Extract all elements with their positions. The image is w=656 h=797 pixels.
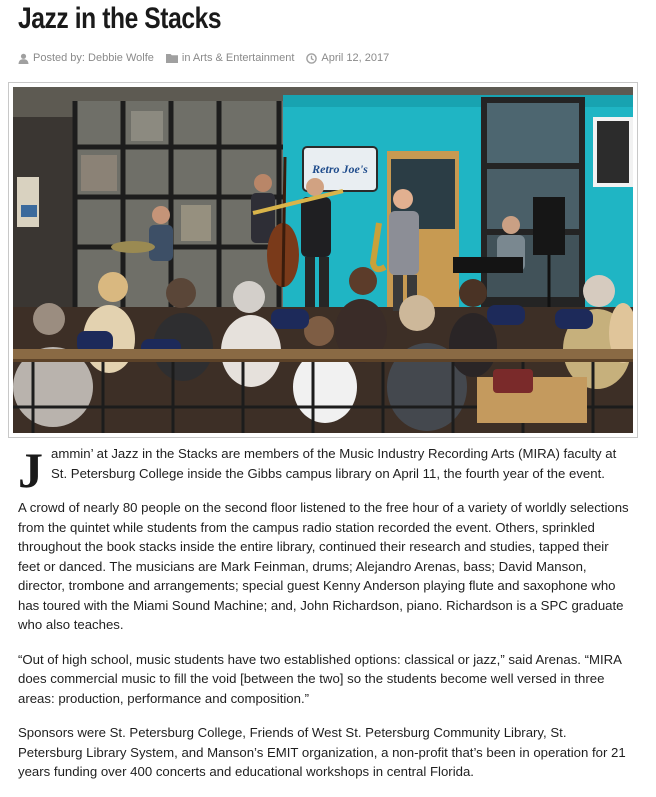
article-body [18,444,634,797]
paragraph-sponsors: Sponsors were St. Petersburg College, Friends of West St. Petersburg Community Library, St. Petersburg Library System, and Manson’s EMIT organization, a non-profit that’s been in operation for 21 years funding over 400 concerts and educational workshops in central Florida. [18,725,626,779]
drop-cap: J [18,442,43,498]
category-meta [166,52,295,64]
category-link[interactable]: in Arts & Entertainment [181,52,295,64]
paragraph-crowd: A crowd of nearly 80 people on the second floor listened to the free hour of a variety of worldly selections from the quintet while students from the campus radio station recorded the event. Others, sprinkled throughout the book stacks inside the entire library, continued their research and studies, tapped their feet or danced. The musicians are Mark Feinman, drums; Alejandro Arenas, bass; David Manson, director, trombone and arrangements; special guest Kenny Anderson playing flute and saxophone who has toured with the Miami Sound Machine; and, John Richardson, piano. Richardson is a SPC graduate who also teaches. [18,500,629,632]
paragraph-quote: “Out of high school, music students have two established options: classical or jazz,” said Arenas. “MIRA does commercial music to fill the void [between the two] so the students become well versed in three areas: production, performance and composition.” [18,651,622,706]
featured-photo[interactable] [13,87,633,433]
date-text: April 12, 2017 [321,52,390,64]
date-meta [306,52,389,64]
folder-icon [166,53,178,63]
featured-photo-frame [8,82,638,438]
jazz-concert-photo [13,87,633,433]
author-text: Posted by: Debbie Wolfe [33,52,154,64]
author-meta [18,52,154,64]
lead-paragraph [18,442,634,498]
clock-icon [306,53,317,64]
user-icon [18,53,29,64]
lead-text: ammin’ at Jazz in the Stacks are members of the Music Industry Recording Arts (MIRA) faculty at St. Petersburg College inside the Gibbs campus library on April 11, the fourth year of the event. [51,446,617,481]
post-meta [18,50,401,66]
article-title: Jazz in the Stacks [18,2,222,35]
retro-joes-sign: Retro Joe's [312,162,368,176]
